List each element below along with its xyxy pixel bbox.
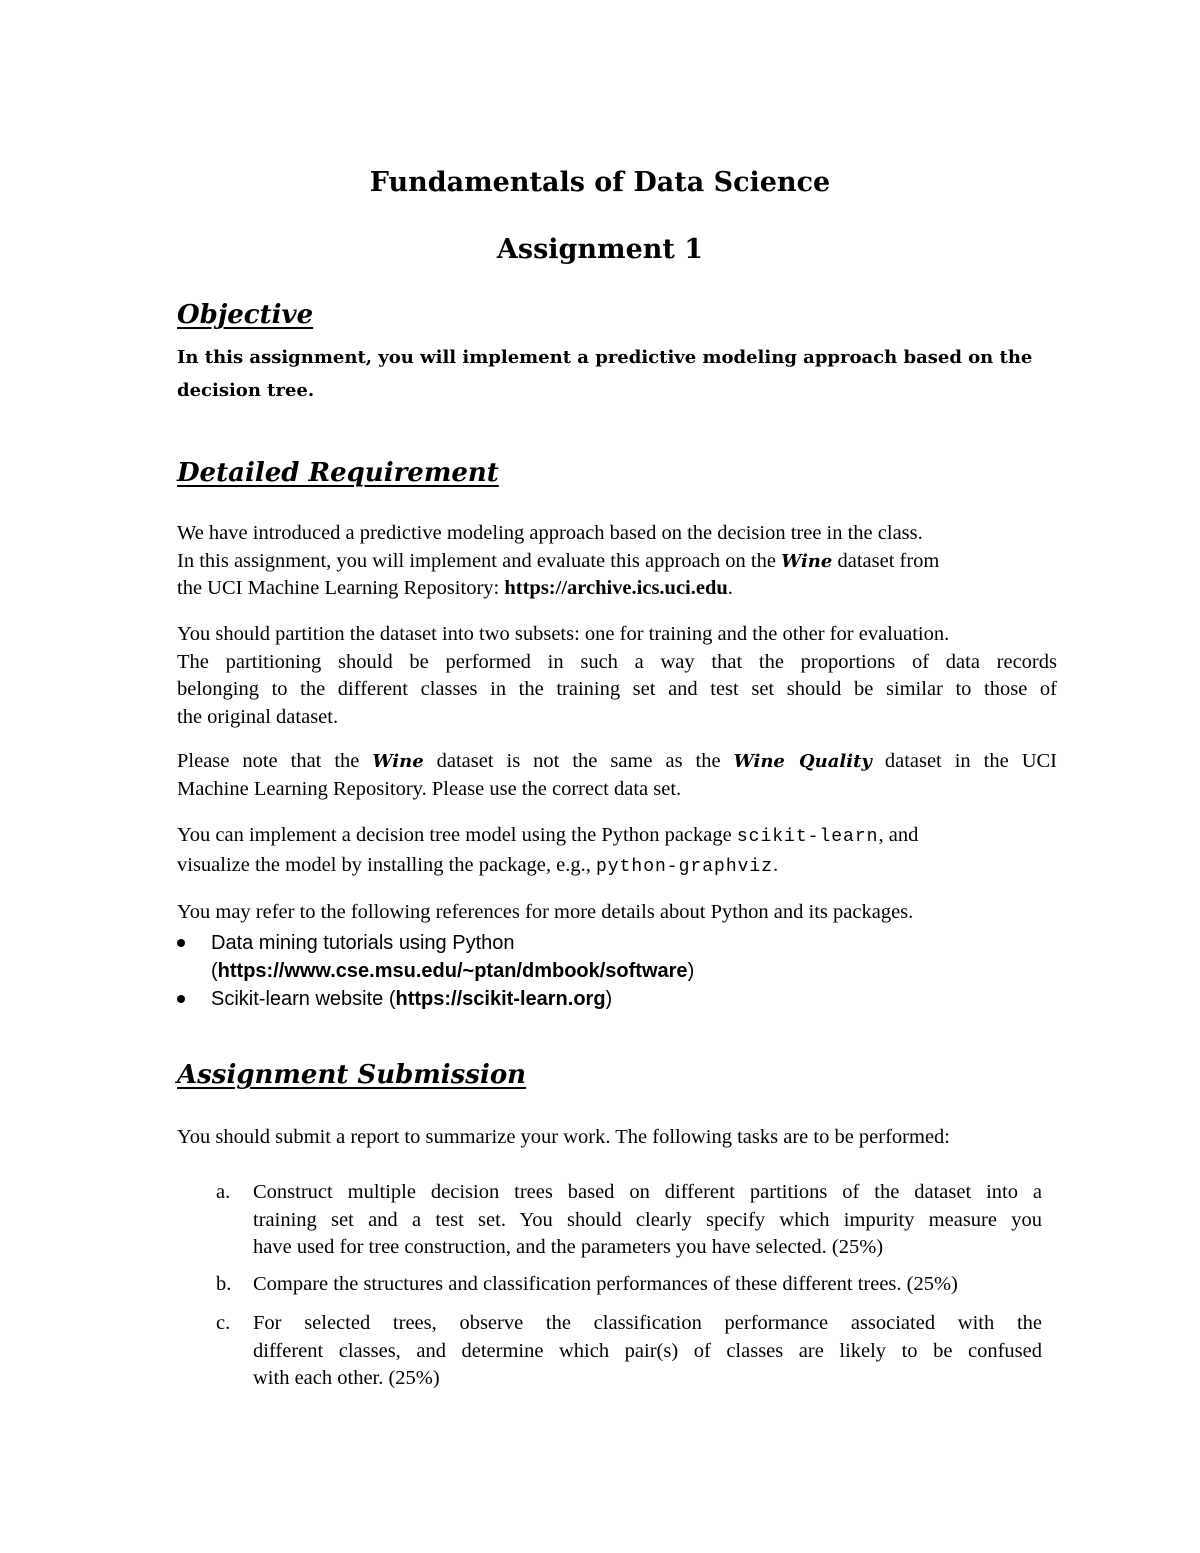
document-title: Fundamentals of Data Science [369,167,831,198]
text-run: dataset from [832,549,940,572]
requirement-paragraph-4 [177,822,1057,881]
requirement-paragraph-1 [177,520,1057,603]
task-line: with each other. (25%) [253,1367,440,1389]
task-text [253,1179,1042,1262]
paragraph-line [177,548,1057,576]
text-run: visualize the model by installing the package, e.g., [177,853,596,876]
paragraph-line: belonging to the different classes in the training set and test set should be similar to those of [177,678,1057,700]
reference-text [211,930,1057,985]
reference-label: Scikit-learn website [211,988,389,1010]
paragraph-line: You should partition the dataset into two subsets: one for training and the other for evaluation. [177,623,950,645]
text-run: You can implement a decision tree model using the Python package [177,824,737,846]
reference-label: Data mining tutorials using Python [211,932,515,954]
text-run: dataset is not the same as the [423,750,734,772]
paragraph-line: Machine Learning Repository. Please use the correct data set. [177,777,682,800]
wine-dataset-emphasis: Wine [781,550,833,572]
text-run: . [727,577,733,599]
requirement-paragraph-5 [177,899,1057,927]
task-line: have used for tree construction, and the parameters you have selected. (25%) [253,1236,884,1258]
text-run: Please note that the [177,750,373,772]
task-item-a [216,1179,1042,1262]
detailed-requirement-heading: Detailed Requirement [177,458,499,488]
task-marker: a. [216,1181,231,1203]
objective-text-line: decision tree. [177,380,315,401]
requirement-paragraph-3 [177,748,1057,803]
paragraph-line: You may refer to the following references for more details about Python and its packages. [177,901,914,923]
wine-dataset-emphasis: Wine [372,751,424,772]
text-run: the UCI Machine Learning Repository: [177,577,505,599]
text-run: In this assignment, you will implement and evaluate this approach on the [177,549,782,572]
task-line: For selected trees, observe the classification performance associated with the [253,1312,1042,1334]
paragraph-line: We have introduced a predictive modeling approach based on the decision tree in the class. [177,522,923,544]
task-item-c [216,1310,1042,1393]
objective-text [177,341,1057,407]
paragraph-line: the original dataset. [177,705,339,728]
paragraph-line [177,748,1057,776]
reference-list-item [177,986,1057,1014]
bullet-icon [177,939,185,947]
python-graphviz-code: python-graphviz [596,856,774,877]
task-text [253,1310,1042,1393]
paragraph-line: The partitioning should be performed in such a way that the proportions of data records [177,650,1057,673]
text-run: ) [605,988,613,1010]
reference-link-line [211,986,1057,1014]
scikit-learn-link[interactable]: https://scikit-learn.org [395,988,606,1010]
scikit-learn-code: scikit-learn [736,827,879,847]
task-text [253,1271,1042,1299]
task-line: different classes, and determine which pair(s) of classes are likely to be confused [253,1339,1042,1362]
task-marker: c. [216,1312,231,1334]
text-run: ( [388,988,396,1010]
task-marker: b. [216,1273,232,1295]
text-run: . [773,853,779,876]
dmbook-software-link[interactable]: https://www.cse.msu.edu/~ptan/dmbook/software [217,959,688,982]
reference-text [211,986,1057,1014]
objective-text-line: In this assignment, you will implement a predictive modeling approach based on the [177,347,1033,368]
requirement-paragraph-2 [177,621,1057,731]
text-run: , and [878,824,919,846]
task-line: Compare the structures and classification performances of these different trees. (25%) [253,1273,958,1295]
objective-heading: Objective [177,300,314,330]
paragraph-line [177,822,1057,852]
assignment-submission-heading: Assignment Submission [177,1060,527,1090]
wine-quality-dataset-emphasis: Wine Quality [733,751,872,772]
uci-repository-link[interactable]: https://archive.ics.uci.edu [504,577,728,599]
task-line: Construct multiple decision trees based on different partitions of the dataset into a [253,1181,1042,1203]
paragraph-line [177,575,1057,603]
paragraph-line [177,852,1057,882]
reference-link-line [211,958,1057,986]
paragraph-line: You should submit a report to summarize your work. The following tasks are to be performed: [177,1126,950,1148]
bullet-icon [177,995,185,1003]
reference-list-item [177,930,1057,986]
task-line: training set and a test set. You should clearly specify which impurity measure you [253,1208,1042,1231]
text-run: ) [687,959,695,982]
text-run: ( [211,959,218,982]
text-run: dataset in the UCI [871,750,1057,772]
assignment-number: Assignment 1 [496,234,704,265]
submission-intro [177,1124,1057,1152]
task-item-b [216,1271,1042,1299]
